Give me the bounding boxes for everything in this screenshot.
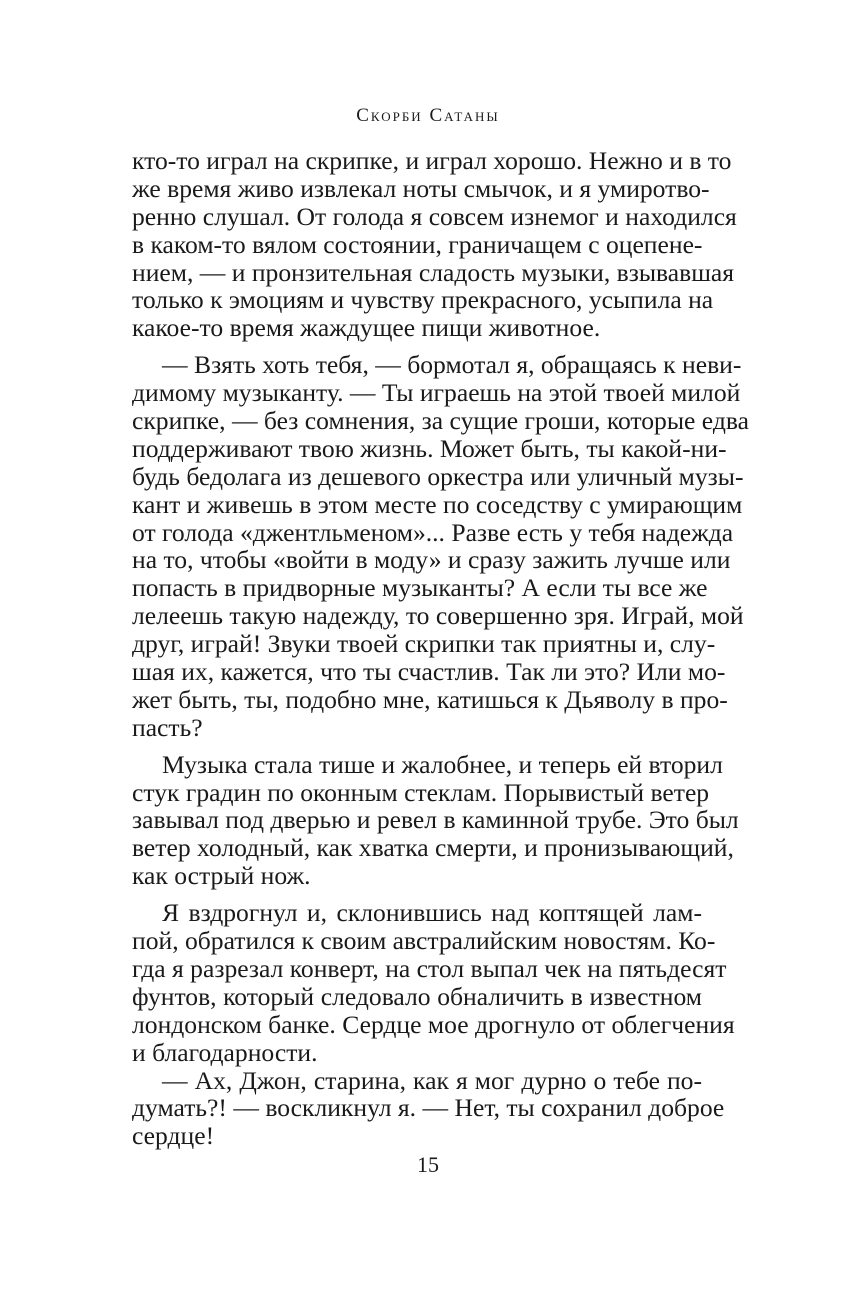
running-head: Скорби Сатаны [356, 105, 500, 126]
text-line: скрипке, — без сомнения, за сущие гроши, которые едва [132, 406, 749, 436]
text-line: будь бедолага из дешевого оркестра или уличный музы- [132, 461, 744, 491]
text-line: жет быть, ты, подобно мне, катишься к Дьяволу в про- [132, 684, 728, 714]
text-line: только к эмоциям и чувству прекрасного, усыпила на [132, 285, 714, 315]
paragraph [132, 749, 739, 891]
text-line: же время живо извлекал ноты смычок, и я умиротво- [132, 173, 710, 203]
text-line: ренно слушал. От голода я совсем изнемог и находился [132, 201, 737, 231]
text-line: нием, — и пронзительная сладость музыки, взывавшая [132, 257, 735, 287]
text-line: димому музыканту. — Ты играешь на этой твоей милой [132, 378, 741, 408]
text-line: завывал под дверью и ревел в каминной трубе. Это был [132, 805, 739, 835]
text-line: попасть в придворные музыканты? А если ты все же [132, 573, 708, 603]
text-line: Музыка стала тише и жалобнее, и теперь ей вторил [162, 749, 723, 779]
text-line: — Взять хоть тебя, — бормотал я, обращаясь к неви- [162, 350, 742, 380]
text-line: от голода «джентльменом»... Разве есть у тебя надежда [132, 517, 734, 547]
text-line: шая их, кажется, что ты счастлив. Так ли это? Или мо- [132, 657, 726, 687]
text-line: думать?! — воскликнул я. — Нет, ты сохранил доброе [132, 1093, 725, 1123]
text-line: какое-то время жаждущее пищи животное. [132, 313, 601, 343]
text-line: сердце! [132, 1121, 215, 1151]
text-line: кто-то играл на скрипке, и играл хорошо. Нежно и в то [132, 146, 732, 175]
text-line: — Ах, Джон, старина, как я мог дурно о тебе по- [162, 1065, 702, 1095]
paragraph [132, 898, 735, 1067]
text-line: пой, обратился к своим австралийским новостям. Ко- [132, 926, 716, 956]
text-line: лондонском банке. Сердце мое дрогнуло от облегчения [132, 1009, 735, 1039]
text-line: ветер холодный, как хватка смерти, и пронизывающий, [132, 833, 734, 863]
text-line: лелеешь такую надежду, то совершенно зря. Играй, мой [132, 601, 744, 631]
text-line: как острый нож. [132, 861, 311, 891]
page-number: 15 [417, 1152, 439, 1177]
text-line: на то, чтобы «войти в моду» и сразу зажить лучше или [132, 545, 731, 575]
text-line: Я вздрогнул и, склонившись над коптящей лам- [162, 898, 702, 928]
paragraph [132, 146, 737, 343]
paragraph [132, 350, 749, 742]
body-text [132, 146, 749, 1151]
text-line: пасть? [132, 712, 203, 742]
text-line: в каком-то вялом состоянии, граничащем с оцепене- [132, 229, 703, 259]
text-line: фунтов, который следовало обналичить в известном [132, 981, 702, 1011]
text-line: и благодарности. [132, 1037, 318, 1067]
text-line: гда я разрезал конверт, на стол выпал чек на пятьдесят [132, 953, 727, 983]
text-line: стук градин по оконным стеклам. Порывистый ветер [132, 777, 710, 807]
text-line: поддерживают твою жизнь. Может быть, ты какой-ни- [132, 433, 727, 463]
paragraph [132, 1065, 725, 1151]
text-line: друг, играй! Звуки твоей скрипки так приятны и, слу- [132, 629, 716, 659]
text-line: кант и живешь в этом месте по соседству с умирающим [132, 489, 743, 519]
